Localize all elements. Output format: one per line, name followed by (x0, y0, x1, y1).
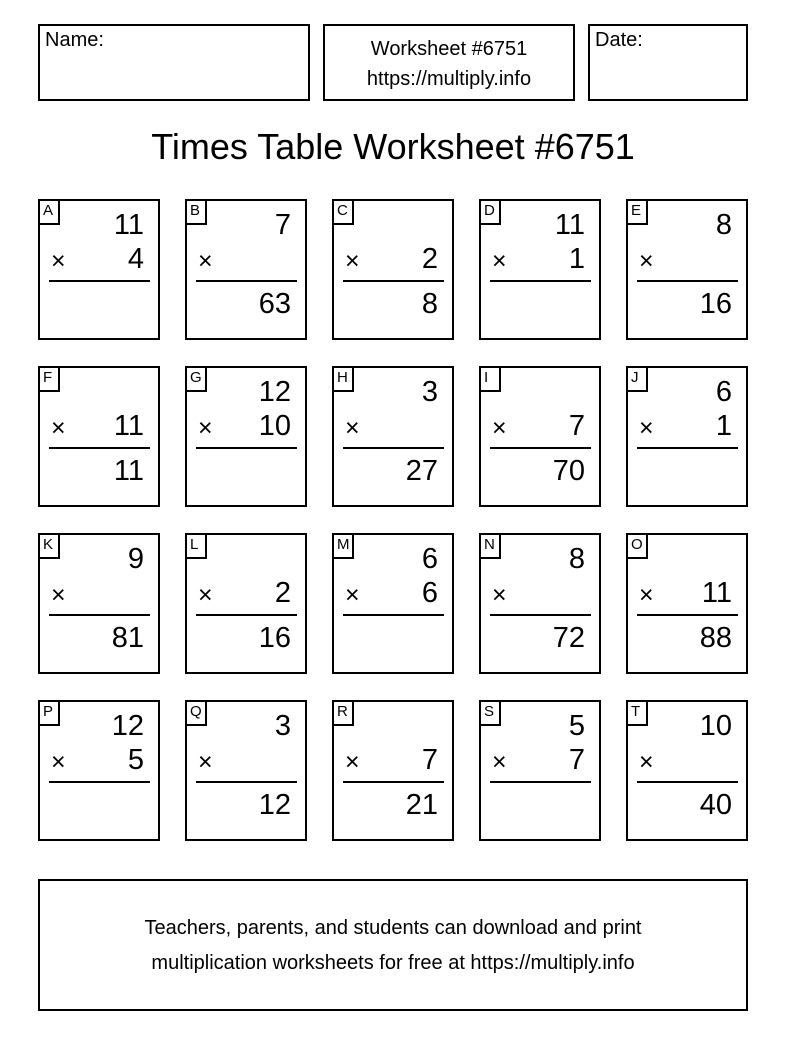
product: 40 (699, 789, 732, 821)
problem-letter: F (40, 368, 60, 392)
times-sign: × (198, 581, 213, 609)
problem-card (626, 366, 748, 507)
product: 16 (258, 622, 291, 654)
problem-letter: H (334, 368, 354, 392)
multiplicand: 8 (715, 209, 732, 241)
date-label: Date: (595, 29, 643, 51)
times-sign: × (198, 748, 213, 776)
multiplicand: 11 (113, 209, 144, 241)
multiplicand: 9 (127, 543, 144, 575)
problem-letter: N (481, 535, 501, 559)
problem-letter: Q (187, 702, 207, 726)
answer-rule (637, 447, 738, 449)
multiplier: 6 (421, 577, 438, 609)
answer-rule (490, 614, 591, 616)
problem-letter: I (481, 368, 501, 392)
problem-letter: E (628, 201, 648, 225)
worksheet-number: Worksheet #6751 (370, 38, 528, 60)
name-label: Name: (45, 29, 104, 51)
problem-card (332, 199, 454, 340)
times-sign: × (51, 748, 66, 776)
problem-letter: L (187, 535, 207, 559)
page-title: Times Table Worksheet #6751 (151, 126, 635, 167)
answer-rule (196, 447, 297, 449)
problem-card (185, 366, 307, 507)
answer-rule (49, 781, 150, 783)
multiplicand: 3 (421, 376, 438, 408)
multiplicand: 6 (715, 376, 732, 408)
multiplier: 1 (715, 410, 732, 442)
problem-letter: S (481, 702, 501, 726)
footer-line-1: Teachers, parents, and students can download and print (144, 917, 642, 939)
product: 63 (258, 288, 291, 320)
multiplicand: 11 (554, 209, 585, 241)
product: 70 (552, 455, 585, 487)
times-sign: × (639, 748, 654, 776)
multiplicand: 3 (274, 710, 291, 742)
answer-rule (196, 280, 297, 282)
answer-rule (49, 447, 150, 449)
multiplier: 2 (421, 243, 438, 275)
problem-letter: D (481, 201, 501, 225)
answer-rule (49, 280, 150, 282)
times-sign: × (492, 247, 507, 275)
problem-card (626, 199, 748, 340)
multiplier: 2 (274, 577, 291, 609)
multiplier: 10 (258, 410, 291, 442)
multiplicand: 6 (421, 543, 438, 575)
problem-card (332, 700, 454, 841)
product: 11 (113, 455, 144, 487)
times-sign: × (51, 581, 66, 609)
problem-card (332, 533, 454, 674)
answer-rule (637, 614, 738, 616)
times-sign: × (639, 247, 654, 275)
problem-card (479, 533, 601, 674)
answer-rule (490, 781, 591, 783)
multiplier: 4 (127, 243, 144, 275)
answer-rule (343, 280, 444, 282)
problem-card (626, 533, 748, 674)
problem-card (626, 700, 748, 841)
multiplicand: 10 (699, 710, 732, 742)
product: 88 (699, 622, 732, 654)
answer-rule (196, 781, 297, 783)
problem-card (185, 199, 307, 340)
problem-card (185, 533, 307, 674)
problem-letter: R (334, 702, 354, 726)
multiplier: 11 (113, 410, 144, 442)
problem-card (479, 366, 601, 507)
problem-card (332, 366, 454, 507)
times-sign: × (345, 414, 360, 442)
multiplicand: 8 (568, 543, 585, 575)
problem-card (479, 700, 601, 841)
times-sign: × (51, 247, 66, 275)
times-sign: × (492, 414, 507, 442)
answer-rule (49, 614, 150, 616)
times-sign: × (639, 414, 654, 442)
problem-letter: A (40, 201, 60, 225)
answer-rule (196, 614, 297, 616)
times-sign: × (198, 414, 213, 442)
footer-box (38, 879, 748, 1011)
problem-card (38, 366, 160, 507)
product: 21 (405, 789, 438, 821)
multiplier: 1 (568, 243, 585, 275)
answer-rule (343, 447, 444, 449)
product: 81 (111, 622, 144, 654)
times-sign: × (492, 581, 507, 609)
problem-card (38, 700, 160, 841)
multiplicand: 5 (568, 710, 585, 742)
answer-rule (343, 781, 444, 783)
product: 72 (552, 622, 585, 654)
problem-letter: M (334, 535, 354, 559)
answer-rule (490, 280, 591, 282)
times-sign: × (345, 581, 360, 609)
problem-letter: B (187, 201, 207, 225)
multiplicand: 7 (274, 209, 291, 241)
times-sign: × (345, 247, 360, 275)
product: 27 (405, 455, 438, 487)
times-sign: × (198, 247, 213, 275)
multiplier: 11 (701, 577, 732, 609)
times-sign: × (51, 414, 66, 442)
multiplicand: 12 (258, 376, 291, 408)
times-sign: × (492, 748, 507, 776)
answer-rule (637, 280, 738, 282)
answer-rule (490, 447, 591, 449)
multiplicand: 12 (111, 710, 144, 742)
problem-card (38, 199, 160, 340)
problem-card (185, 700, 307, 841)
footer-line-2: multiplication worksheets for free at https://multiply.info (151, 952, 635, 974)
answer-rule (343, 614, 444, 616)
problem-card (479, 199, 601, 340)
problem-letter: K (40, 535, 60, 559)
product: 16 (699, 288, 732, 320)
product: 8 (421, 288, 438, 320)
problem-card (38, 533, 160, 674)
problem-letter: P (40, 702, 60, 726)
problem-letter: J (628, 368, 648, 392)
times-sign: × (345, 748, 360, 776)
product: 12 (258, 789, 291, 821)
problem-letter: O (628, 535, 648, 559)
multiplier: 7 (568, 410, 585, 442)
problem-letter: T (628, 702, 648, 726)
problem-letter: G (187, 368, 207, 392)
worksheet-url: https://multiply.info (366, 68, 532, 90)
multiplier: 7 (568, 744, 585, 776)
times-sign: × (639, 581, 654, 609)
multiplier: 7 (421, 744, 438, 776)
answer-rule (637, 781, 738, 783)
problem-letter: C (334, 201, 354, 225)
multiplier: 5 (127, 744, 144, 776)
